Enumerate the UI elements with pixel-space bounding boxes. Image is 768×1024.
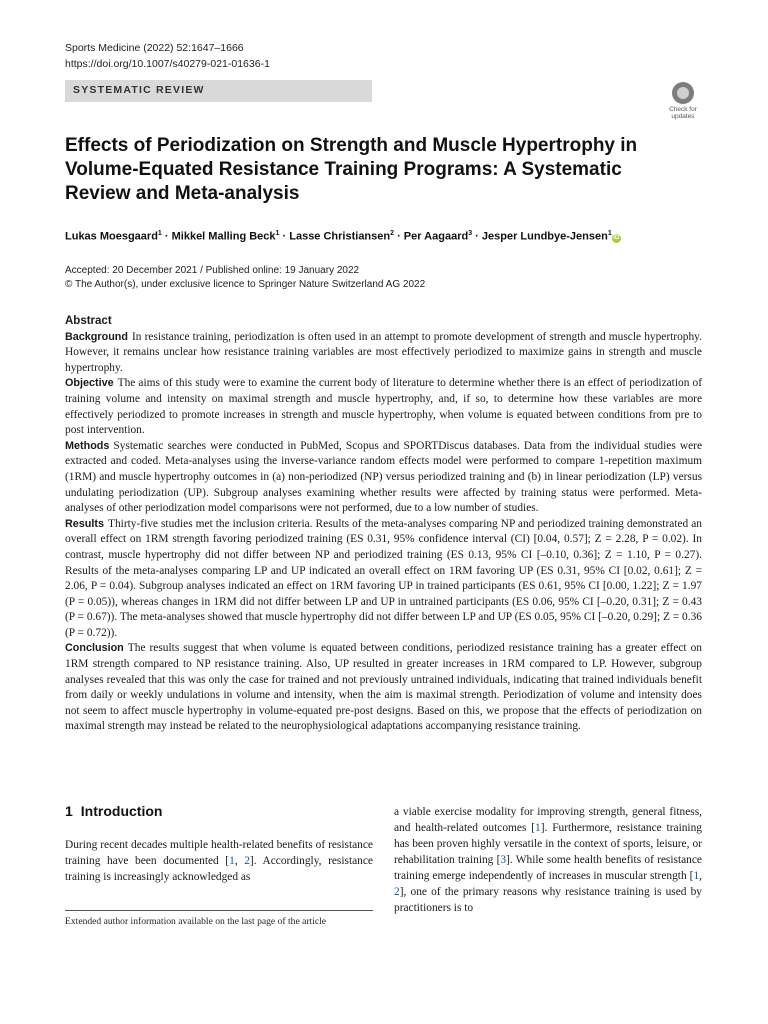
- abstract-section-objective: [65, 376, 702, 438]
- section-text: The results suggest that when volume is equated between conditions, periodized resistance training has a greater effect on 1RM strength compared to NP resistance training. Also, UP resulted in greater increases in 1RM compared to LP. However, subgroup analyses revealed that this was only the case for trained and not previously untrained individuals, indicating that trained individuals benefit from daily or weekly undulations in volume and intensity, when the aim is maximal strength. Periodization of volume and intensity does not seem to affect muscle hypertrophy in volume-equated pre-post designs. Based on this, we propose that the effects of periodization on maximal strength may instead be related to the neurophysiological adaptations accompanying resistance training.: [65, 642, 702, 733]
- journal-header: [65, 40, 270, 72]
- body-column-left: [65, 837, 373, 885]
- author-separator: ·: [472, 230, 482, 243]
- section-number: 1: [65, 803, 73, 819]
- section-text: The aims of this study were to examine the current body of literature to determine whether there is an effect of periodization of training volume and intensity on maximal strength and muscle hypertrophy, and, if so, to determine how these variables are more effectively periodized to promote increases in strength and muscle hypertrophy, when volume is equated between conditions from pre to post intervention.: [65, 377, 702, 437]
- author-affiliation: 1: [157, 230, 162, 237]
- author-name[interactable]: Lukas Moesgaard: [65, 230, 158, 243]
- section-label: Methods: [65, 439, 110, 452]
- body-column-right: [394, 804, 702, 916]
- crossmark-text: [662, 106, 704, 120]
- section-text: In resistance training, periodization is often used in an attempt to promote development of strength and muscle hypertrophy. However, it remains unclear how resistance training variables are most effectively periodized to maximize gains in strength and muscle hypertrophy.: [65, 330, 702, 374]
- author-affiliation: 2: [390, 230, 395, 237]
- section-text: Thirty-five studies met the inclusion criteria. Results of the meta-analyses comparing NP and periodized training demonstrated an overall effect on 1RM strength favoring periodized training (ES 0.31, 95% confidence interval (CI) [0.04, 0.57]; Z = 2.28, P = 0.02). In contrast, muscle hypertrophy did not differ between NP and periodized training (ES 0.13, 95% CI [–0.10, 0.36]; Z = 1.10, P = 0.27). Results of the meta-analyses comparing LP and UP indicated an overall effect on 1RM favoring UP (ES 0.31, 95% CI [0.02, 0.61]; Z = 2.06, P = 0.04). Subgroup analyses indicated an effect on 1RM favoring UP in trained participants (ES 0.61, 95% CI [0.00, 1.22]; Z = 1.97 (P = 0.05)), whereas changes in 1RM did not differ between LP and UP in untrained participants (ES 0.06, 95% CI [–0.20, 0.31]; Z = 0.43 (P = 0.67)). The meta-analyses showed that muscle hypertrophy did not differ between LP and UP (ES 0.05, 95% CI [–0.20, 0.29]; Z = 0.36 (P = 0.72)).: [65, 517, 702, 639]
- citation-link[interactable]: 2: [244, 855, 250, 867]
- article-title: Effects of Periodization on Strength and Muscle Hypertrophy in Volume-Equated Resistance Training Programs: A Systematic Review and Meta-analysis: [65, 135, 638, 204]
- copyright-notice: © The Author(s), under exclusive licence to Springer Nature Switzerland AG 2022: [65, 279, 426, 290]
- body-text: a viable exercise modality for improving strength, general fitness, and health-related outcomes [: [394, 806, 702, 834]
- article-type-bar: [65, 80, 372, 102]
- accepted-date: Accepted: 20 December 2021 / Published online: 19 January 2022: [65, 265, 360, 276]
- abstract-section-methods: [65, 439, 702, 517]
- footnote: Extended author information available on the last page of the article: [65, 916, 327, 927]
- author-name[interactable]: Per Aagaard: [403, 230, 469, 243]
- body-text: ]. While some health benefits of resistance training emerge independently of increases in muscular strength [: [394, 854, 702, 882]
- section-text: Systematic searches were conducted in PubMed, Scopus and SPORTDiscus databases. Data from the individual studies were extracted and coded. Meta-analyses using the inverse-variance random effects model were performed to compare 1-repetition maximum (1RM) and muscle hypertrophy outcomes in (a) non-periodized (NP) versus periodized training and (b) in linear periodization (LP) versus undulating periodization (UP). Subgroup analyses examining whether results were affected by training status were performed. Meta-analyses of other periodization model comparisons were not performed, due to a low number of studies.: [65, 439, 702, 515]
- author-affiliation: 1: [275, 230, 280, 237]
- publication-dates: [65, 264, 425, 292]
- author-name[interactable]: Lasse Christiansen: [289, 230, 391, 243]
- author-affiliation: 1: [607, 230, 612, 237]
- crossmark-badge[interactable]: [662, 82, 704, 126]
- body-text: During recent decades multiple health-related benefits of resistance training have been documented [: [65, 839, 373, 867]
- section-label: Conclusion: [65, 642, 124, 655]
- crossmark-line-2: updates: [671, 113, 695, 120]
- body-text: ]. Accordingly, resistance training is increasingly acknowledged as: [65, 855, 373, 883]
- author-name[interactable]: Mikkel Malling Beck: [171, 230, 276, 243]
- author-list: [65, 227, 725, 244]
- journal-citation: Sports Medicine (2022) 52:1647–1666: [65, 42, 244, 54]
- article-type-label: SYSTEMATIC REVIEW: [73, 84, 205, 96]
- intro-paragraph: [65, 837, 373, 885]
- crossmark-icon: [672, 82, 694, 104]
- section-title: Introduction: [80, 803, 163, 819]
- body-text: ], one of the primary reasons why resistance training is used by practitioners is to: [394, 886, 702, 914]
- citation-link[interactable]: 3: [500, 854, 507, 866]
- citation-link[interactable]: 1: [693, 870, 700, 882]
- body-text: ,: [234, 855, 245, 867]
- body-text: ,: [699, 870, 702, 882]
- author-separator: ·: [394, 230, 404, 243]
- footnote-divider: [65, 910, 373, 911]
- abstract-section-conclusion: [65, 641, 702, 735]
- citation-link[interactable]: 1: [535, 822, 541, 834]
- author-affiliation: 3: [468, 230, 473, 237]
- abstract: [65, 314, 702, 735]
- abstract-section-results: [65, 517, 702, 642]
- abstract-section-background: [65, 330, 702, 377]
- body-text: ]. Furthermore, resistance training has been proven highly versatile in the context of sports, leisure, or rehabilitation training [: [394, 822, 702, 866]
- intro-paragraph: [394, 804, 702, 916]
- author-separator: ·: [161, 230, 172, 243]
- section-heading-introduction: [65, 803, 162, 819]
- citation-link[interactable]: 2: [394, 886, 400, 898]
- section-label: Background: [65, 330, 128, 343]
- doi-link[interactable]: https://doi.org/10.1007/s40279-021-01636-1: [65, 58, 270, 70]
- citation-link[interactable]: 1: [229, 855, 235, 867]
- orcid-icon[interactable]: iD: [613, 234, 620, 241]
- author-separator: ·: [279, 230, 290, 243]
- section-label: Objective: [65, 377, 114, 390]
- section-label: Results: [65, 517, 105, 530]
- author-name[interactable]: Jesper Lundbye-Jensen: [481, 230, 608, 243]
- crossmark-line-1: Check for: [669, 106, 697, 113]
- abstract-heading: Abstract: [65, 315, 112, 327]
